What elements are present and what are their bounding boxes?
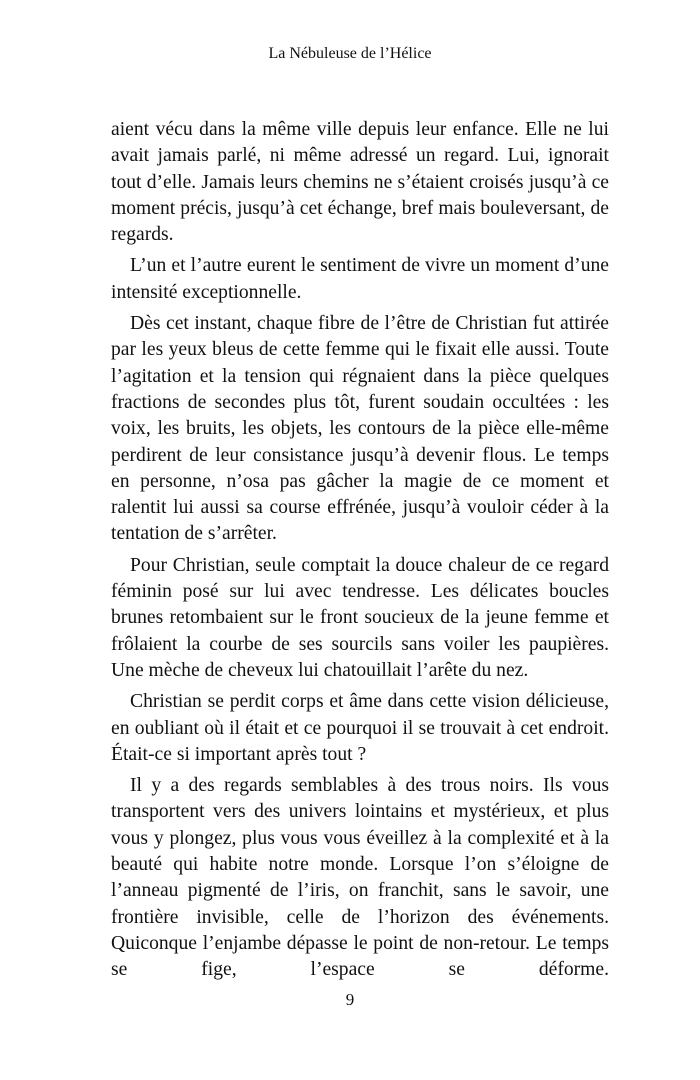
paragraph-4: Pour Christian, seule comptait la douce chaleur de ce regard féminin posé sur lui avec tendresse. Les délicates boucles brunes retombaient sur le front soucieux de la jeune femme et frôlaient la courbe de ses sourcils sans voiler les paupières. Une mèche de cheveux lui chatouillait l’arête du nez.	[111, 554, 609, 681]
paragraph-6: Il y a des regards semblables à des trous noirs. Ils vous transportent vers des univers lointains et mystérieux, et plus vous y plongez, plus vous vous éveillez à la complexité et à la beauté qui habite notre monde. Lorsque l’on s’éloigne de l’anneau pigmenté de l’iris, on franchit, sans le savoir, une frontière invisible, celle de l’horizon des événements. Quiconque l’enjambe dépasse le point de non-retour. Le temps se fige, l’espace se déforme.	[111, 775, 609, 981]
paragraph-3: Dès cet instant, chaque fibre de l’être de Christian fut attirée par les yeux bleus de cette femme qui le fixait elle aussi. Toute l’agitation et la tension qui régnaient dans la pièce quelques fractions de secondes plus tôt, furent soudain occultées : les voix, les bruits, les objets, les contours de la pièce elle-même perdirent de leur consistance jusqu’à devenir flous. Le temps en personne, n’osa pas gâcher la magie de ce moment et ralentit lui aussi sa course effrénée, jusqu’à vouloir céder à la tentation de s’arrêter.	[111, 313, 609, 545]
paragraph-5: Christian se perdit corps et âme dans cette vision délicieuse, en oubliant où il était et ce pourquoi il se trouvait à cet endroit. Était-ce si important après tout ?	[111, 691, 609, 765]
running-title: La Nébuleuse de l’Hélice	[268, 45, 432, 62]
paragraph-2: L’un et l’autre eurent le sentiment de vivre un moment d’une intensité exceptionnelle.	[111, 255, 609, 303]
page-body	[111, 117, 609, 989]
paragraph-1: aient vécu dans la même ville depuis leur enfance. Elle ne lui avait jamais parlé, ni même adressé un regard. Lui, ignorait tout d’elle. Jamais leurs chemins ne s’étaient croisés jusqu’à ce moment précis, jusqu’à cet échange, bref mais bouleversant, de regards.	[111, 119, 609, 246]
page-number: 9	[345, 990, 355, 1009]
